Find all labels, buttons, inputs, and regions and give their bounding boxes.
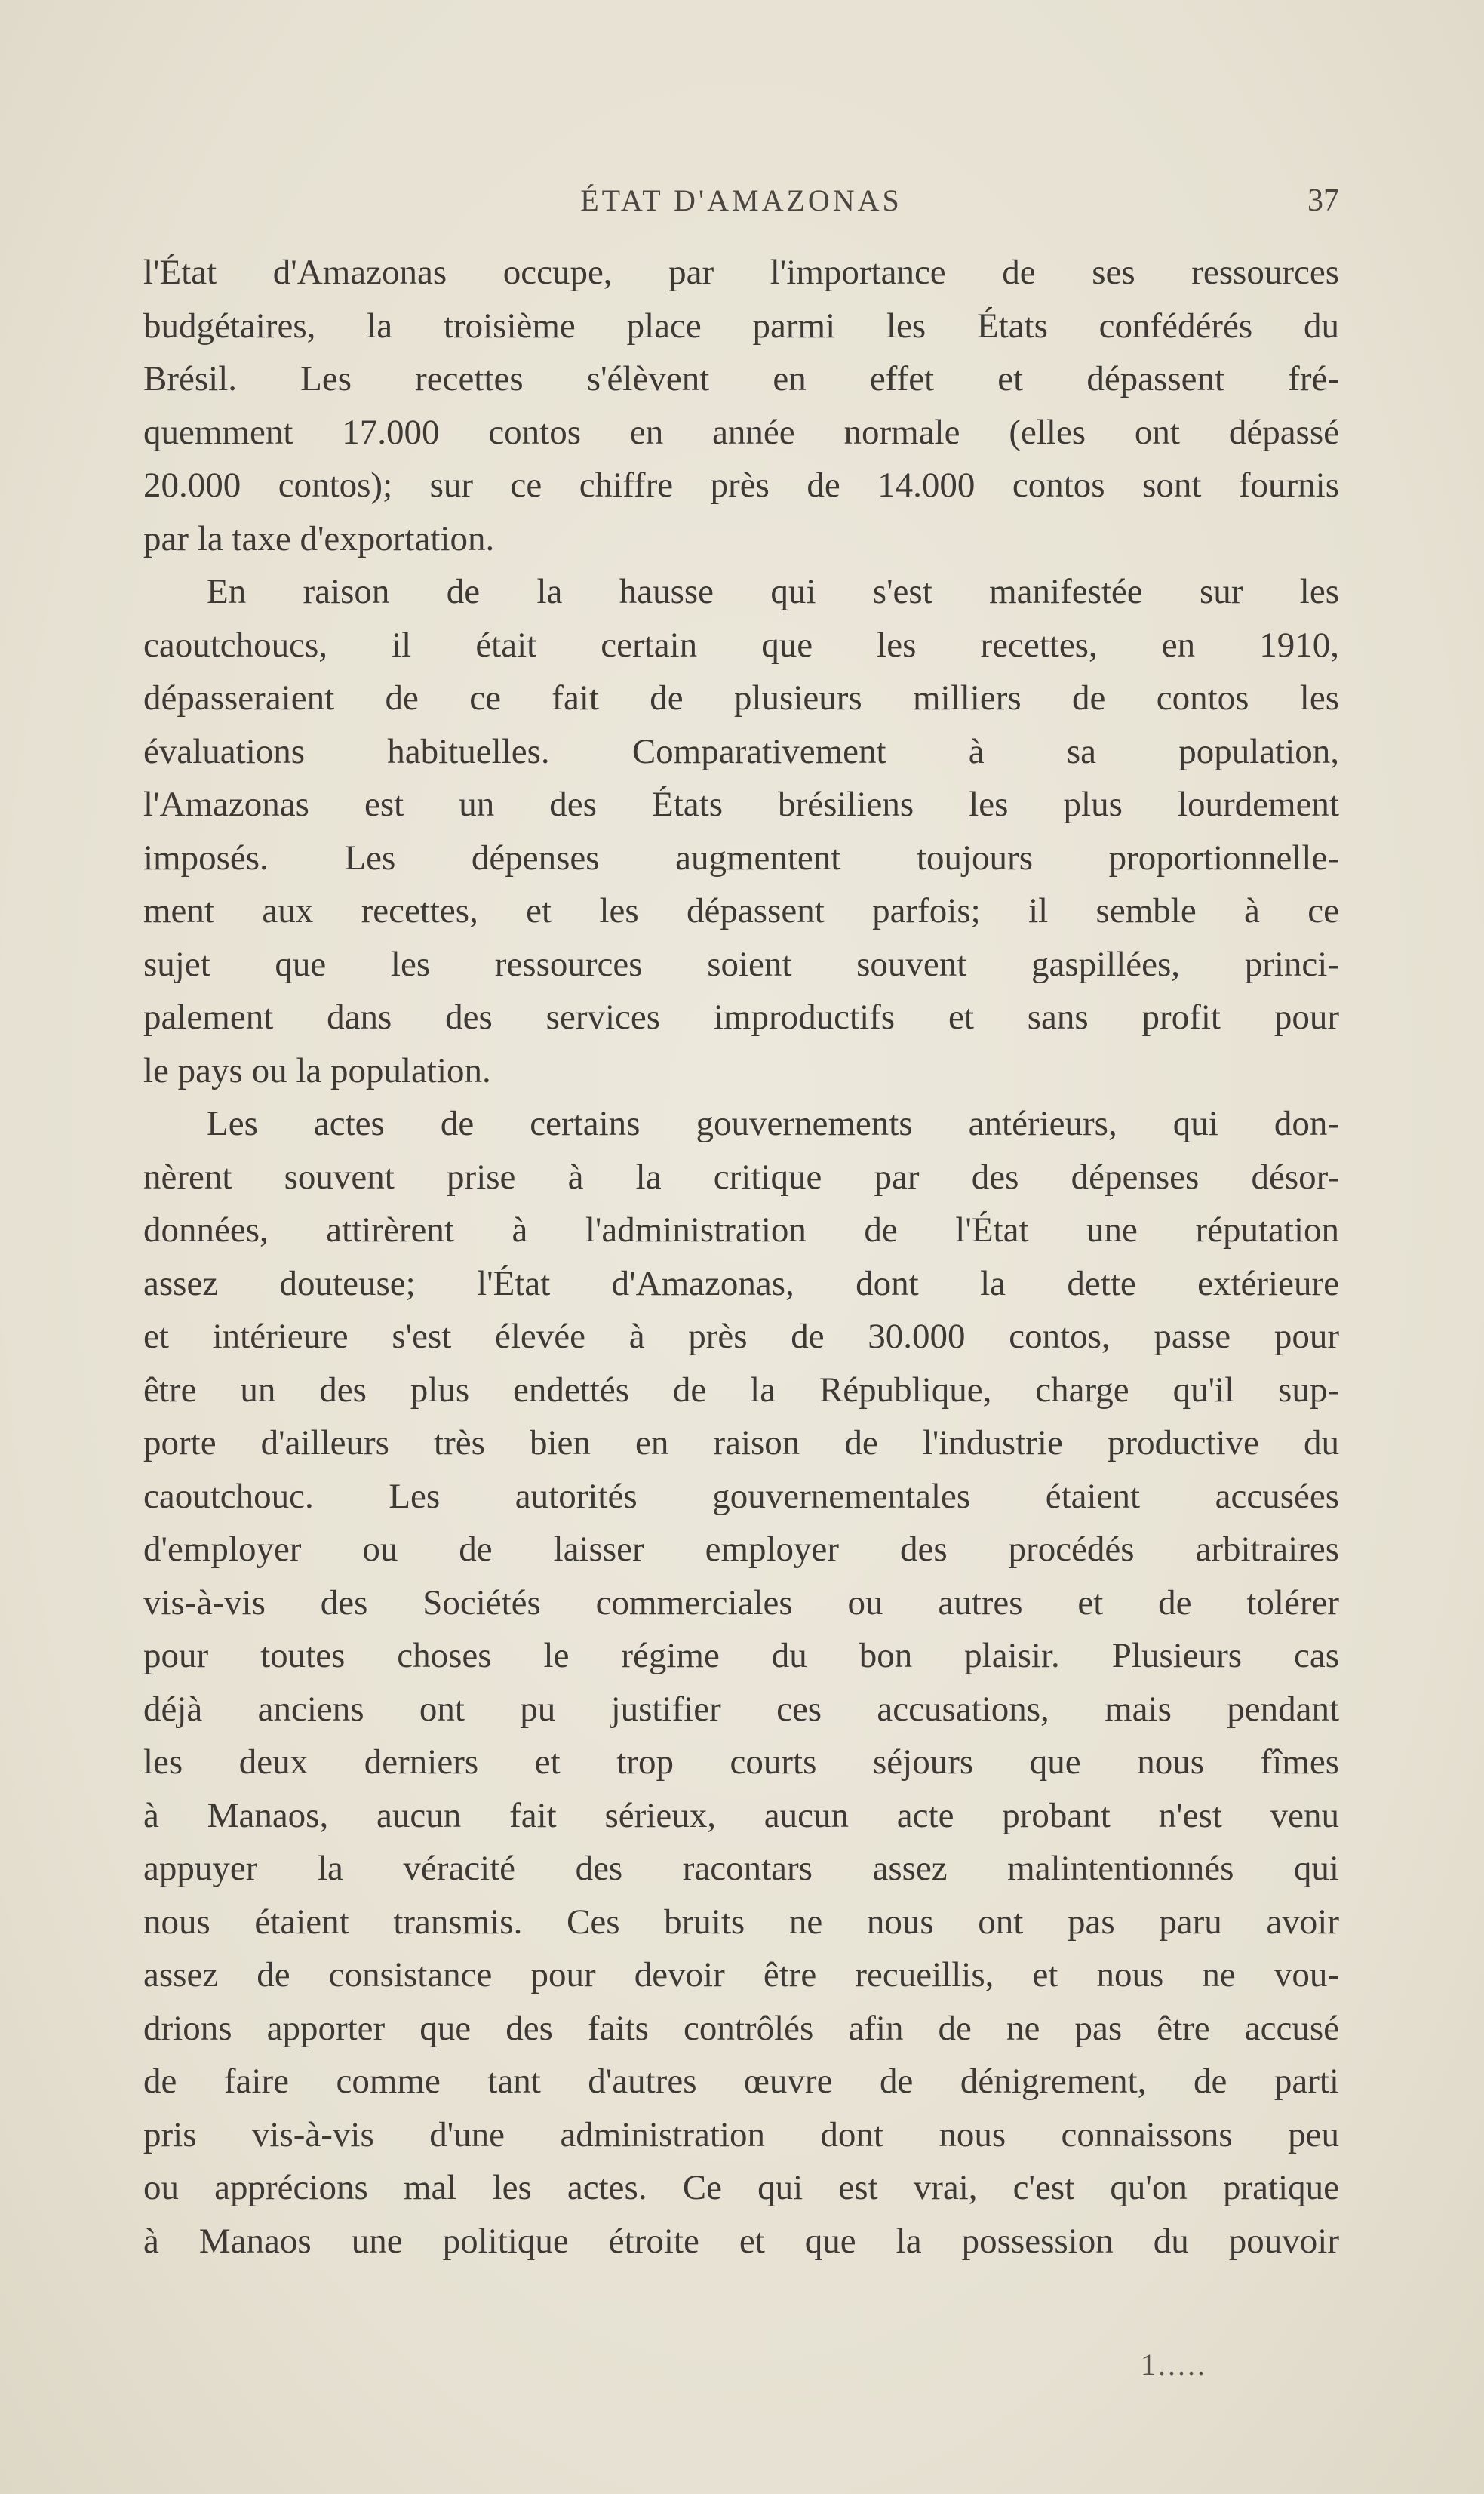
text-line: Les actes de certains gouvernements antérieurs, qui don-: [207, 1104, 1339, 1143]
page-number: 37: [1307, 183, 1339, 218]
text-line: à Manaos, aucun fait sérieux, aucun acte probant n'est venu: [143, 1795, 1339, 1835]
text-line: le pays ou la population.: [143, 1050, 491, 1090]
text-line: les deux derniers et trop courts séjours que nous fîmes: [143, 1742, 1339, 1782]
text-line: quemment 17.000 contos en année normale (elles ont dépassé: [143, 412, 1339, 452]
text-line: Brésil. Les recettes s'élèvent en effet et dépassent fré-: [143, 359, 1339, 398]
text-line: dépasseraient de ce fait de plusieurs milliers de contos les: [143, 678, 1339, 718]
paragraph-2: [143, 565, 1339, 1097]
text-line: être un des plus endettés de la République, charge qu'il sup-: [143, 1370, 1339, 1410]
text-line: l'Amazonas est un des États brésiliens les plus lourdement: [143, 785, 1339, 824]
text-line: palement dans des services improductifs et sans profit pour: [143, 998, 1339, 1037]
text-line: drions apporter que des faits contrôlés afin de ne pas être accusé: [143, 2008, 1339, 2048]
text-line: nèrent souvent prise à la critique par des dépenses désor-: [143, 1157, 1339, 1197]
text-line: vis-à-vis des Sociétés commerciales ou autres et de tolérer: [143, 1582, 1339, 1622]
running-title: ÉTAT D'AMAZONAS: [580, 183, 902, 217]
text-line: évaluations habituelles. Comparativement à sa population,: [143, 731, 1339, 771]
text-line: 20.000 contos); sur ce chiffre près de 14.000 contos sont fournis: [143, 466, 1339, 505]
text-line: porte d'ailleurs très bien en raison de l'industrie productive du: [143, 1423, 1339, 1462]
text-line: pour toutes choses le régime du bon plaisir. Plusieurs cas: [143, 1636, 1339, 1675]
text-line: et intérieure s'est élevée à près de 30.000 contos, passe pour: [143, 1317, 1339, 1356]
text-line: En raison de la hausse qui s'est manifestée sur les: [207, 572, 1339, 611]
running-header: [143, 183, 1339, 228]
text-line: déjà anciens ont pu justifier ces accusations, mais pendant: [143, 1689, 1339, 1729]
text-line: nous étaient transmis. Ces bruits ne nous ont pas paru avoir: [143, 1902, 1339, 1942]
text-line: par la taxe d'exportation.: [143, 518, 495, 558]
text-line: données, attirèrent à l'administration de l'État une réputation: [143, 1210, 1339, 1250]
paragraph-1: [143, 246, 1339, 565]
text-line: d'employer ou de laisser employer des procédés arbitraires: [143, 1530, 1339, 1569]
text-line: ment aux recettes, et les dépassent parfois; il semble à ce: [143, 891, 1339, 930]
body-text: [143, 246, 1339, 2268]
text-line: budgétaires, la troisième place parmi les États confédérés du: [143, 306, 1339, 346]
text-line: sujet que les ressources soient souvent gaspillées, princi-: [143, 944, 1339, 984]
paragraph-3: [143, 1097, 1339, 2268]
text-line: caoutchoucs, il était certain que les recettes, en 1910,: [143, 625, 1339, 665]
text-line: assez de consistance pour devoir être recueillis, et nous ne vou-: [143, 1955, 1339, 1994]
signature-mark: 1.....: [1141, 2348, 1207, 2382]
text-line: appuyer la véracité des racontars assez malintentionnés qui: [143, 1849, 1339, 1888]
text-line: à Manaos une politique étroite et que la possession du pouvoir: [143, 2221, 1339, 2261]
text-line: ou apprécions mal les actes. Ce qui est vrai, c'est qu'on pratique: [143, 2168, 1339, 2207]
text-line: caoutchouc. Les autorités gouvernementales étaient accusées: [143, 1476, 1339, 1516]
text-line: pris vis-à-vis d'une administration dont nous connaissons peu: [143, 2114, 1339, 2154]
text-line: assez douteuse; l'État d'Amazonas, dont la dette extérieure: [143, 1263, 1339, 1303]
text-line: de faire comme tant d'autres œuvre de dénigrement, de parti: [143, 2062, 1339, 2101]
text-line: l'État d'Amazonas occupe, par l'importance de ses ressources: [143, 253, 1339, 292]
text-line: imposés. Les dépenses augmentent toujours proportionnelle-: [143, 838, 1339, 878]
